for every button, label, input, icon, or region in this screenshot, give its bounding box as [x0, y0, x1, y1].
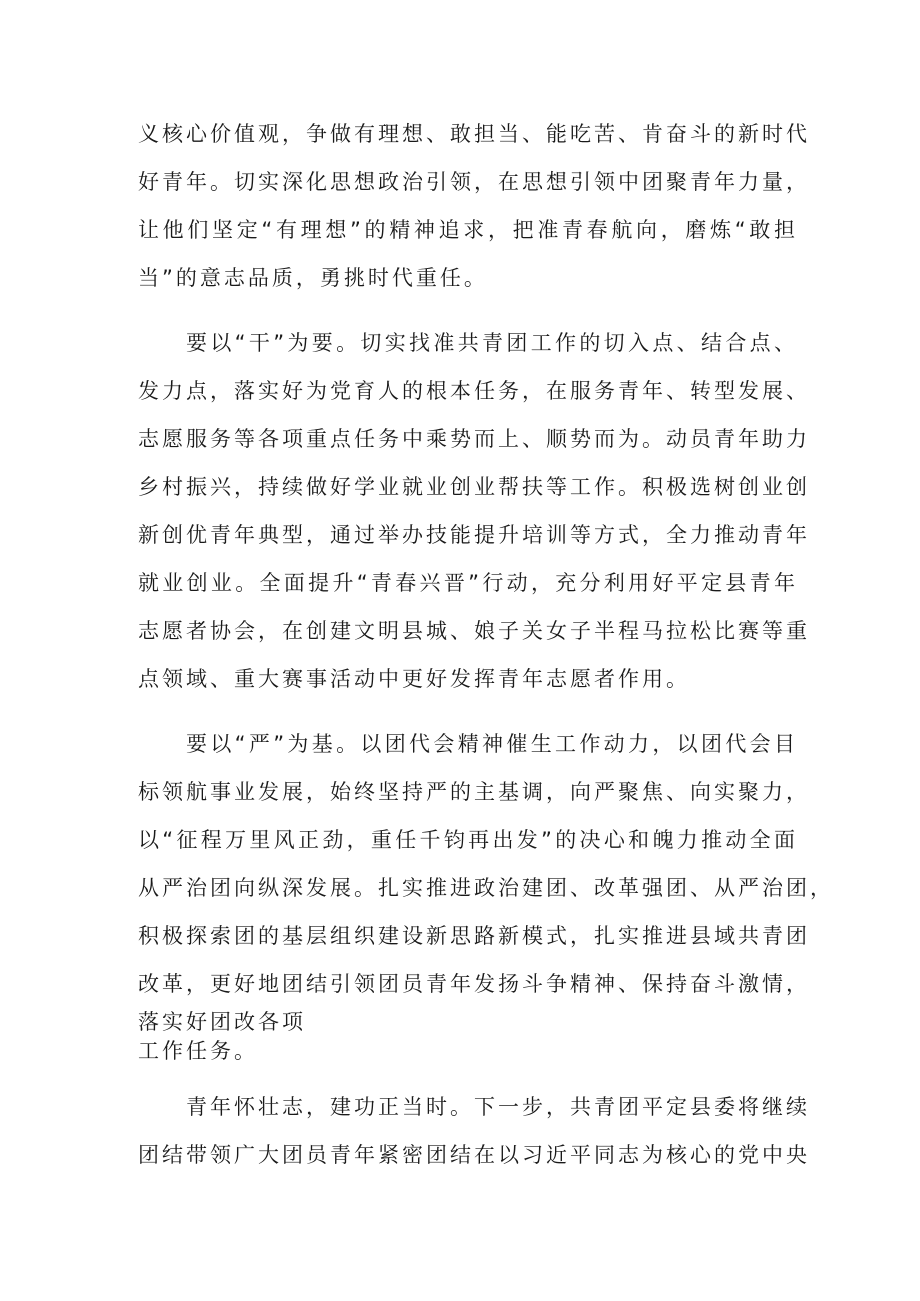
text-line: 当”的意志品质，勇挑时代重任。	[138, 266, 488, 290]
text-line: 新创优青年典型，通过举办技能提升培训等方式，全力推动青年	[138, 523, 810, 547]
text-line: 好青年。切实深化思想政治引领，在思想引领中团聚青年力量，	[138, 170, 810, 194]
text-line: 就业创业。全面提升“青春兴晋”行动，充分利用好平定县青年	[138, 571, 798, 595]
text-line: 改革，更好地团结引领团员青年发扬斗争精神、保持奋斗激情，	[138, 972, 810, 996]
text-line: 积极探索团的基层组织建设新思路新模式，扎实推进县域共青团	[138, 924, 810, 948]
text-line: 点领域、重大赛事活动中更好发挥青年志愿者作用。	[138, 667, 690, 691]
text-line: 从严治团向纵深发展。扎实推进政治建团、改革强团、从严治团，	[138, 876, 834, 900]
text-line: 发力点，落实好为党育人的根本任务，在服务青年、转型发展、	[138, 379, 810, 403]
text-line: 团结带领广大团员青年紧密团结在以习近平同志为核心的党中央	[138, 1143, 810, 1167]
text-line: 标领航事业发展，始终坚持严的主基调，向严聚焦、向实聚力，	[138, 780, 810, 804]
paragraph-gap	[138, 703, 798, 720]
text-line: 乡村振兴，持续做好学业就业创业帮扶等工作。积极选树创业创	[138, 475, 810, 499]
paragraph-gap	[138, 1066, 798, 1083]
text-line: 落实好团改各项	[138, 1010, 306, 1034]
text-line: 要以“干”为要。切实找准共青团工作的切入点、结合点、	[186, 331, 798, 355]
text-line: 工作任务。	[138, 1039, 258, 1063]
text-line: 青年怀壮志，建功正当时。下一步，共青团平定县委将继续	[186, 1095, 810, 1119]
text-line: 要以“严”为基。以团代会精神催生工作动力，以团代会目	[186, 732, 798, 756]
text-line: 义核心价值观，争做有理想、敢担当、能吃苦、肯奋斗的新时代	[138, 122, 810, 146]
paragraph-gap	[138, 302, 798, 319]
text-line: 志愿服务等各项重点任务中乘势而上、顺势而为。动员青年助力	[138, 427, 810, 451]
text-line: 让他们坚定“有理想”的精神追求，把准青春航向，磨炼“敢担	[138, 218, 798, 242]
text-line: 以“征程万里风正劲，重任千钧再出发”的决心和魄力推动全面	[138, 828, 798, 852]
document-body	[138, 110, 834, 1179]
text-line: 志愿者协会，在创建文明县城、娘子关女子半程马拉松比赛等重	[138, 619, 810, 643]
